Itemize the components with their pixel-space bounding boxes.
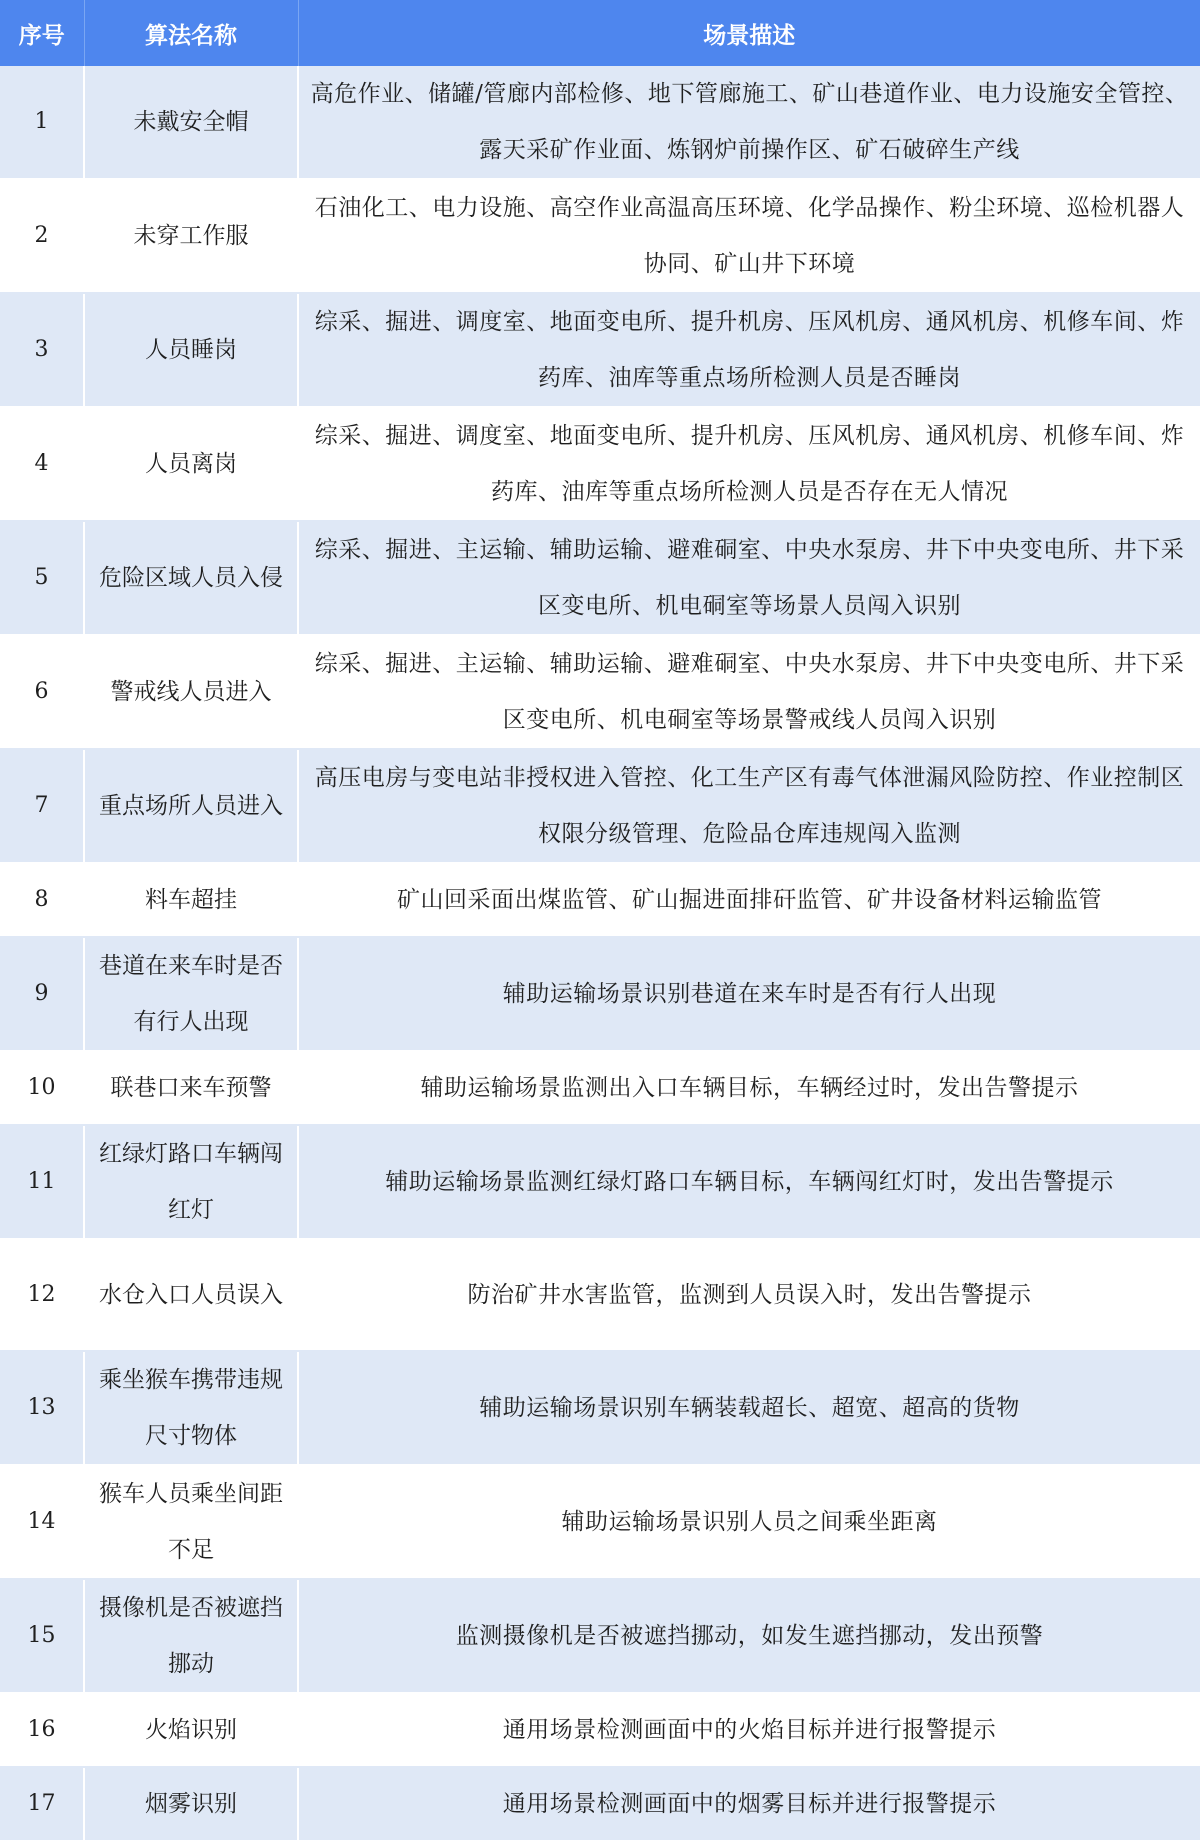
row-algorithm-name: 火焰识别 — [84, 1693, 298, 1767]
row-algorithm-name: 未戴安全帽 — [84, 66, 298, 179]
row-scene-description: 通用场景检测画面中的火焰目标并进行报警提示 — [298, 1693, 1200, 1767]
table-row — [0, 1579, 1200, 1693]
table-row — [0, 179, 1200, 293]
row-index: 17 — [0, 1767, 84, 1841]
row-index: 1 — [0, 66, 84, 179]
row-index: 6 — [0, 635, 84, 749]
table-row — [0, 1239, 1200, 1351]
row-scene-description: 综采、掘进、主运输、辅助运输、避难硐室、中央水泵房、井下中央变电所、井下采区变电所、机电硐室等场景警戒线人员闯入识别 — [298, 635, 1200, 749]
row-algorithm-name: 乘坐猴车携带违规尺寸物体 — [84, 1351, 298, 1465]
row-scene-description: 高危作业、储罐/管廊内部检修、地下管廊施工、矿山巷道作业、电力设施安全管控、露天采矿作业面、炼钢炉前操作区、矿石破碎生产线 — [298, 66, 1200, 179]
table-row — [0, 521, 1200, 635]
row-scene-description: 防治矿井水害监管，监测到人员误入时，发出告警提示 — [298, 1239, 1200, 1351]
row-algorithm-name: 人员睡岗 — [84, 293, 298, 407]
row-algorithm-name: 猴车人员乘坐间距不足 — [84, 1465, 298, 1579]
row-algorithm-name: 烟雾识别 — [84, 1767, 298, 1841]
row-algorithm-name: 联巷口来车预警 — [84, 1051, 298, 1125]
row-index: 7 — [0, 749, 84, 863]
table-row — [0, 66, 1200, 179]
row-algorithm-name: 料车超挂 — [84, 863, 298, 937]
row-scene-description: 矿山回采面出煤监管、矿山掘进面排矸监管、矿井设备材料运输监管 — [298, 863, 1200, 937]
table-row — [0, 1125, 1200, 1239]
header-scene-description: 场景描述 — [298, 0, 1200, 66]
row-index: 12 — [0, 1239, 84, 1351]
row-scene-description: 通用场景检测画面中的烟雾目标并进行报警提示 — [298, 1767, 1200, 1841]
row-scene-description: 综采、掘进、调度室、地面变电所、提升机房、压风机房、通风机房、机修车间、炸药库、油库等重点场所检测人员是否存在无人情况 — [298, 407, 1200, 521]
row-index: 2 — [0, 179, 84, 293]
table-row — [0, 635, 1200, 749]
row-algorithm-name: 巷道在来车时是否有行人出现 — [84, 937, 298, 1051]
row-scene-description: 高压电房与变电站非授权进入管控、化工生产区有毒气体泄漏风险防控、作业控制区权限分级管理、危险品仓库违规闯入监测 — [298, 749, 1200, 863]
row-index: 9 — [0, 937, 84, 1051]
table-row — [0, 863, 1200, 937]
row-scene-description: 辅助运输场景识别车辆装载超长、超宽、超高的货物 — [298, 1351, 1200, 1465]
row-index: 4 — [0, 407, 84, 521]
row-index: 15 — [0, 1579, 84, 1693]
row-scene-description: 辅助运输场景监测出入口车辆目标，车辆经过时，发出告警提示 — [298, 1051, 1200, 1125]
row-algorithm-name: 未穿工作服 — [84, 179, 298, 293]
row-index: 11 — [0, 1125, 84, 1239]
table-row — [0, 407, 1200, 521]
row-algorithm-name: 危险区域人员入侵 — [84, 521, 298, 635]
row-algorithm-name: 水仓入口人员误入 — [84, 1239, 298, 1351]
row-algorithm-name: 红绿灯路口车辆闯红灯 — [84, 1125, 298, 1239]
row-scene-description: 石油化工、电力设施、高空作业高温高压环境、化学品操作、粉尘环境、巡检机器人协同、矿山井下环境 — [298, 179, 1200, 293]
row-algorithm-name: 警戒线人员进入 — [84, 635, 298, 749]
table-row — [0, 293, 1200, 407]
row-index: 10 — [0, 1051, 84, 1125]
row-algorithm-name: 重点场所人员进入 — [84, 749, 298, 863]
row-scene-description: 监测摄像机是否被遮挡挪动，如发生遮挡挪动，发出预警 — [298, 1579, 1200, 1693]
row-scene-description: 辅助运输场景监测红绿灯路口车辆目标，车辆闯红灯时，发出告警提示 — [298, 1125, 1200, 1239]
row-index: 8 — [0, 863, 84, 937]
table-row — [0, 1051, 1200, 1125]
row-scene-description: 综采、掘进、调度室、地面变电所、提升机房、压风机房、通风机房、机修车间、炸药库、油库等重点场所检测人员是否睡岗 — [298, 293, 1200, 407]
table-row — [0, 1465, 1200, 1579]
row-scene-description: 辅助运输场景识别人员之间乘坐距离 — [298, 1465, 1200, 1579]
table-row — [0, 937, 1200, 1051]
table-row — [0, 1351, 1200, 1465]
row-index: 16 — [0, 1693, 84, 1767]
row-index: 13 — [0, 1351, 84, 1465]
row-index: 5 — [0, 521, 84, 635]
row-algorithm-name: 摄像机是否被遮挡挪动 — [84, 1579, 298, 1693]
header-row — [0, 0, 1200, 66]
table-body — [0, 66, 1200, 1841]
row-scene-description: 综采、掘进、主运输、辅助运输、避难硐室、中央水泵房、井下中央变电所、井下采区变电所、机电硐室等场景人员闯入识别 — [298, 521, 1200, 635]
header-algorithm-name: 算法名称 — [84, 0, 298, 66]
row-scene-description: 辅助运输场景识别巷道在来车时是否有行人出现 — [298, 937, 1200, 1051]
header-index: 序号 — [0, 0, 84, 66]
row-index: 14 — [0, 1465, 84, 1579]
row-algorithm-name: 人员离岗 — [84, 407, 298, 521]
table-row — [0, 1693, 1200, 1767]
table-row — [0, 1767, 1200, 1841]
row-index: 3 — [0, 293, 84, 407]
table-row — [0, 749, 1200, 863]
table-header — [0, 0, 1200, 66]
